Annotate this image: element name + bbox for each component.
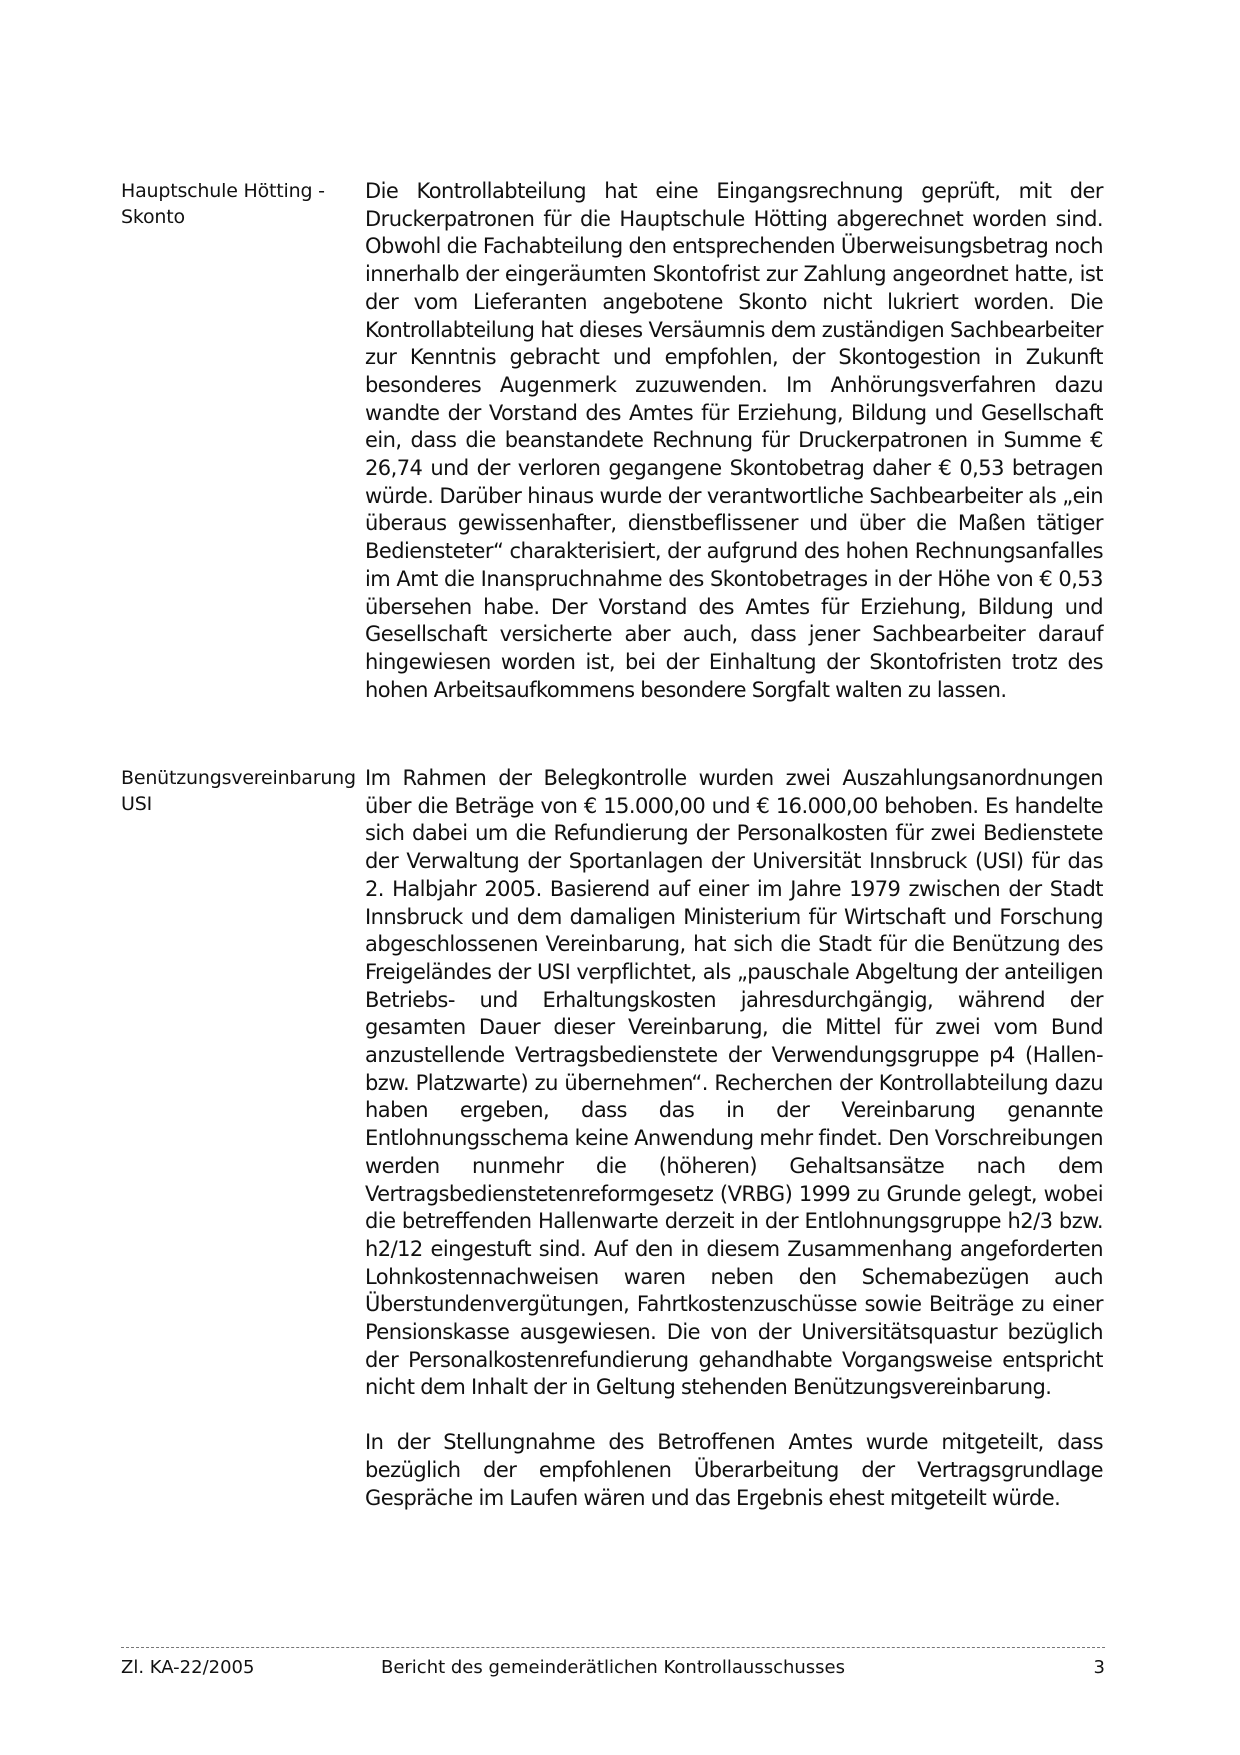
- body-paragraph: In der Stellungnahme des Betroffenen Amtes wurde mitgeteilt, dass bezüglich der empfohlenen Überarbeitung der Vertragsgrundlage Gespräche im Laufen wären und das Ergebnis ehest mitgeteilt würde.: [365, 1430, 1103, 1510]
- side-heading: Benützungsvereinbarung USI: [121, 767, 356, 815]
- body-paragraph: Die Kontrollabteilung hat eine Eingangsrechnung geprüft, mit der Druckerpatronen für die Hauptschule Hötting abgerechnet worden sind. Obwohl die Fachabteilung den entsprechenden Überweisungsbetrag noch innerhalb der eingeräumten Skontofrist zur Zahlung angeordnet hatte, ist der vom Lieferanten angebotene Skonto nicht lukriert worden. Die Kontrollabteilung hat dieses Versäumnis dem zuständigen Sachbearbeiter zur Kenntnis gebracht und empfohlen, der Skontogestion in Zukunft besonderes Augenmerk zuzuwenden. Im Anhörungsverfahren dazu wandte der Vorstand des Amtes für Erziehung, Bildung und Gesellschaft ein, dass die beanstandete Rechnung für Druckerpatronen in Summe € 26,74 und der verloren gegangene Skontobetrag daher € 0,53 betragen würde. Darüber hinaus wurde der verantwortliche Sachbearbeiter als „ein überaus gewissenhafter, dienstbeflissener und über die Maßen tätiger Bediensteter“ charakterisiert, der aufgrund des hohen Rechnungsanfalles im Amt die Inanspruchnahme des Skontobetrages in der Höhe von € 0,53 übersehen habe. Der Vorstand des Amtes für Erziehung, Bildung und Gesellschaft versicherte aber auch, dass jener Sachbearbeiter darauf hingewiesen worden ist, bei der Einhaltung der Skontofristen trotz des hohen Arbeitsaufkommens besondere Sorgfalt walten zu lassen.: [365, 179, 1103, 702]
- body-paragraph: Im Rahmen der Belegkontrolle wurden zwei Auszahlungsanordnungen über die Beträge von € 15.000,00 und € 16.000,00 behoben. Es handelte sich dabei um die Refundierung der Personalkosten für zwei Bedienstete der Verwaltung der Sportanlagen der Universität Innsbruck (USI) für das 2. Halbjahr 2005. Basierend auf einer im Jahre 1979 zwischen der Stadt Innsbruck und dem damaligen Ministerium für Wirtschaft und Forschung abgeschlossenen Vereinbarung, hat sich die Stadt für die Benützung des Freigeländes der USI verpflichtet, als „pauschale Abgeltung der anteiligen Betriebs- und Erhaltungskosten jahresdurchgängig, während der gesamten Dauer dieser Vereinbarung, die Mittel für zwei vom Bund anzustellende Vertragsbedienstete der Verwendungsgruppe p4 (Hallen- bzw. Platzwarte) zu übernehmen“. Recherchen der Kontrollabteilung dazu haben ergeben, dass das in der Vereinbarung genannte Entlohnungsschema keine Anwendung mehr findet. Den Vorschreibungen werden nunmehr die (höheren) Gehaltsansätze nach dem Vertragsbedienstetenreformgesetz (VRBG) 1999 zu Grunde gelegt, wobei die betreffenden Hallenwarte derzeit in der Entlohnungsgruppe h2/3 bzw. h2/12 eingestuft sind. Auf den in diesem Zusammenhang angeforderten Lohnkostennachweisen waren neben den Schemabezügen auch Überstundenvergütungen, Fahrtkostenzuschüsse sowie Beiträge zu einer Pensionskasse ausgewiesen. Die von der Universitätsquastur bezüglich der Personalkostenrefundierung gehandhabte Vorgangsweise entspricht nicht dem Inhalt der in Geltung stehenden Benützungsvereinbarung.: [365, 766, 1103, 1400]
- footer-divider: [121, 1647, 1105, 1648]
- section-body: [365, 178, 1103, 704]
- side-heading: Hauptschule Hötting - Skonto: [121, 180, 325, 228]
- page-number: 3: [1093, 1657, 1105, 1678]
- footer-title: Bericht des gemeinderätlichen Kontrollausschusses: [380, 1657, 846, 1678]
- footer-reference: Zl. KA-22/2005: [121, 1657, 255, 1678]
- page-footer: [121, 1655, 1105, 1681]
- section-body: [365, 765, 1103, 1512]
